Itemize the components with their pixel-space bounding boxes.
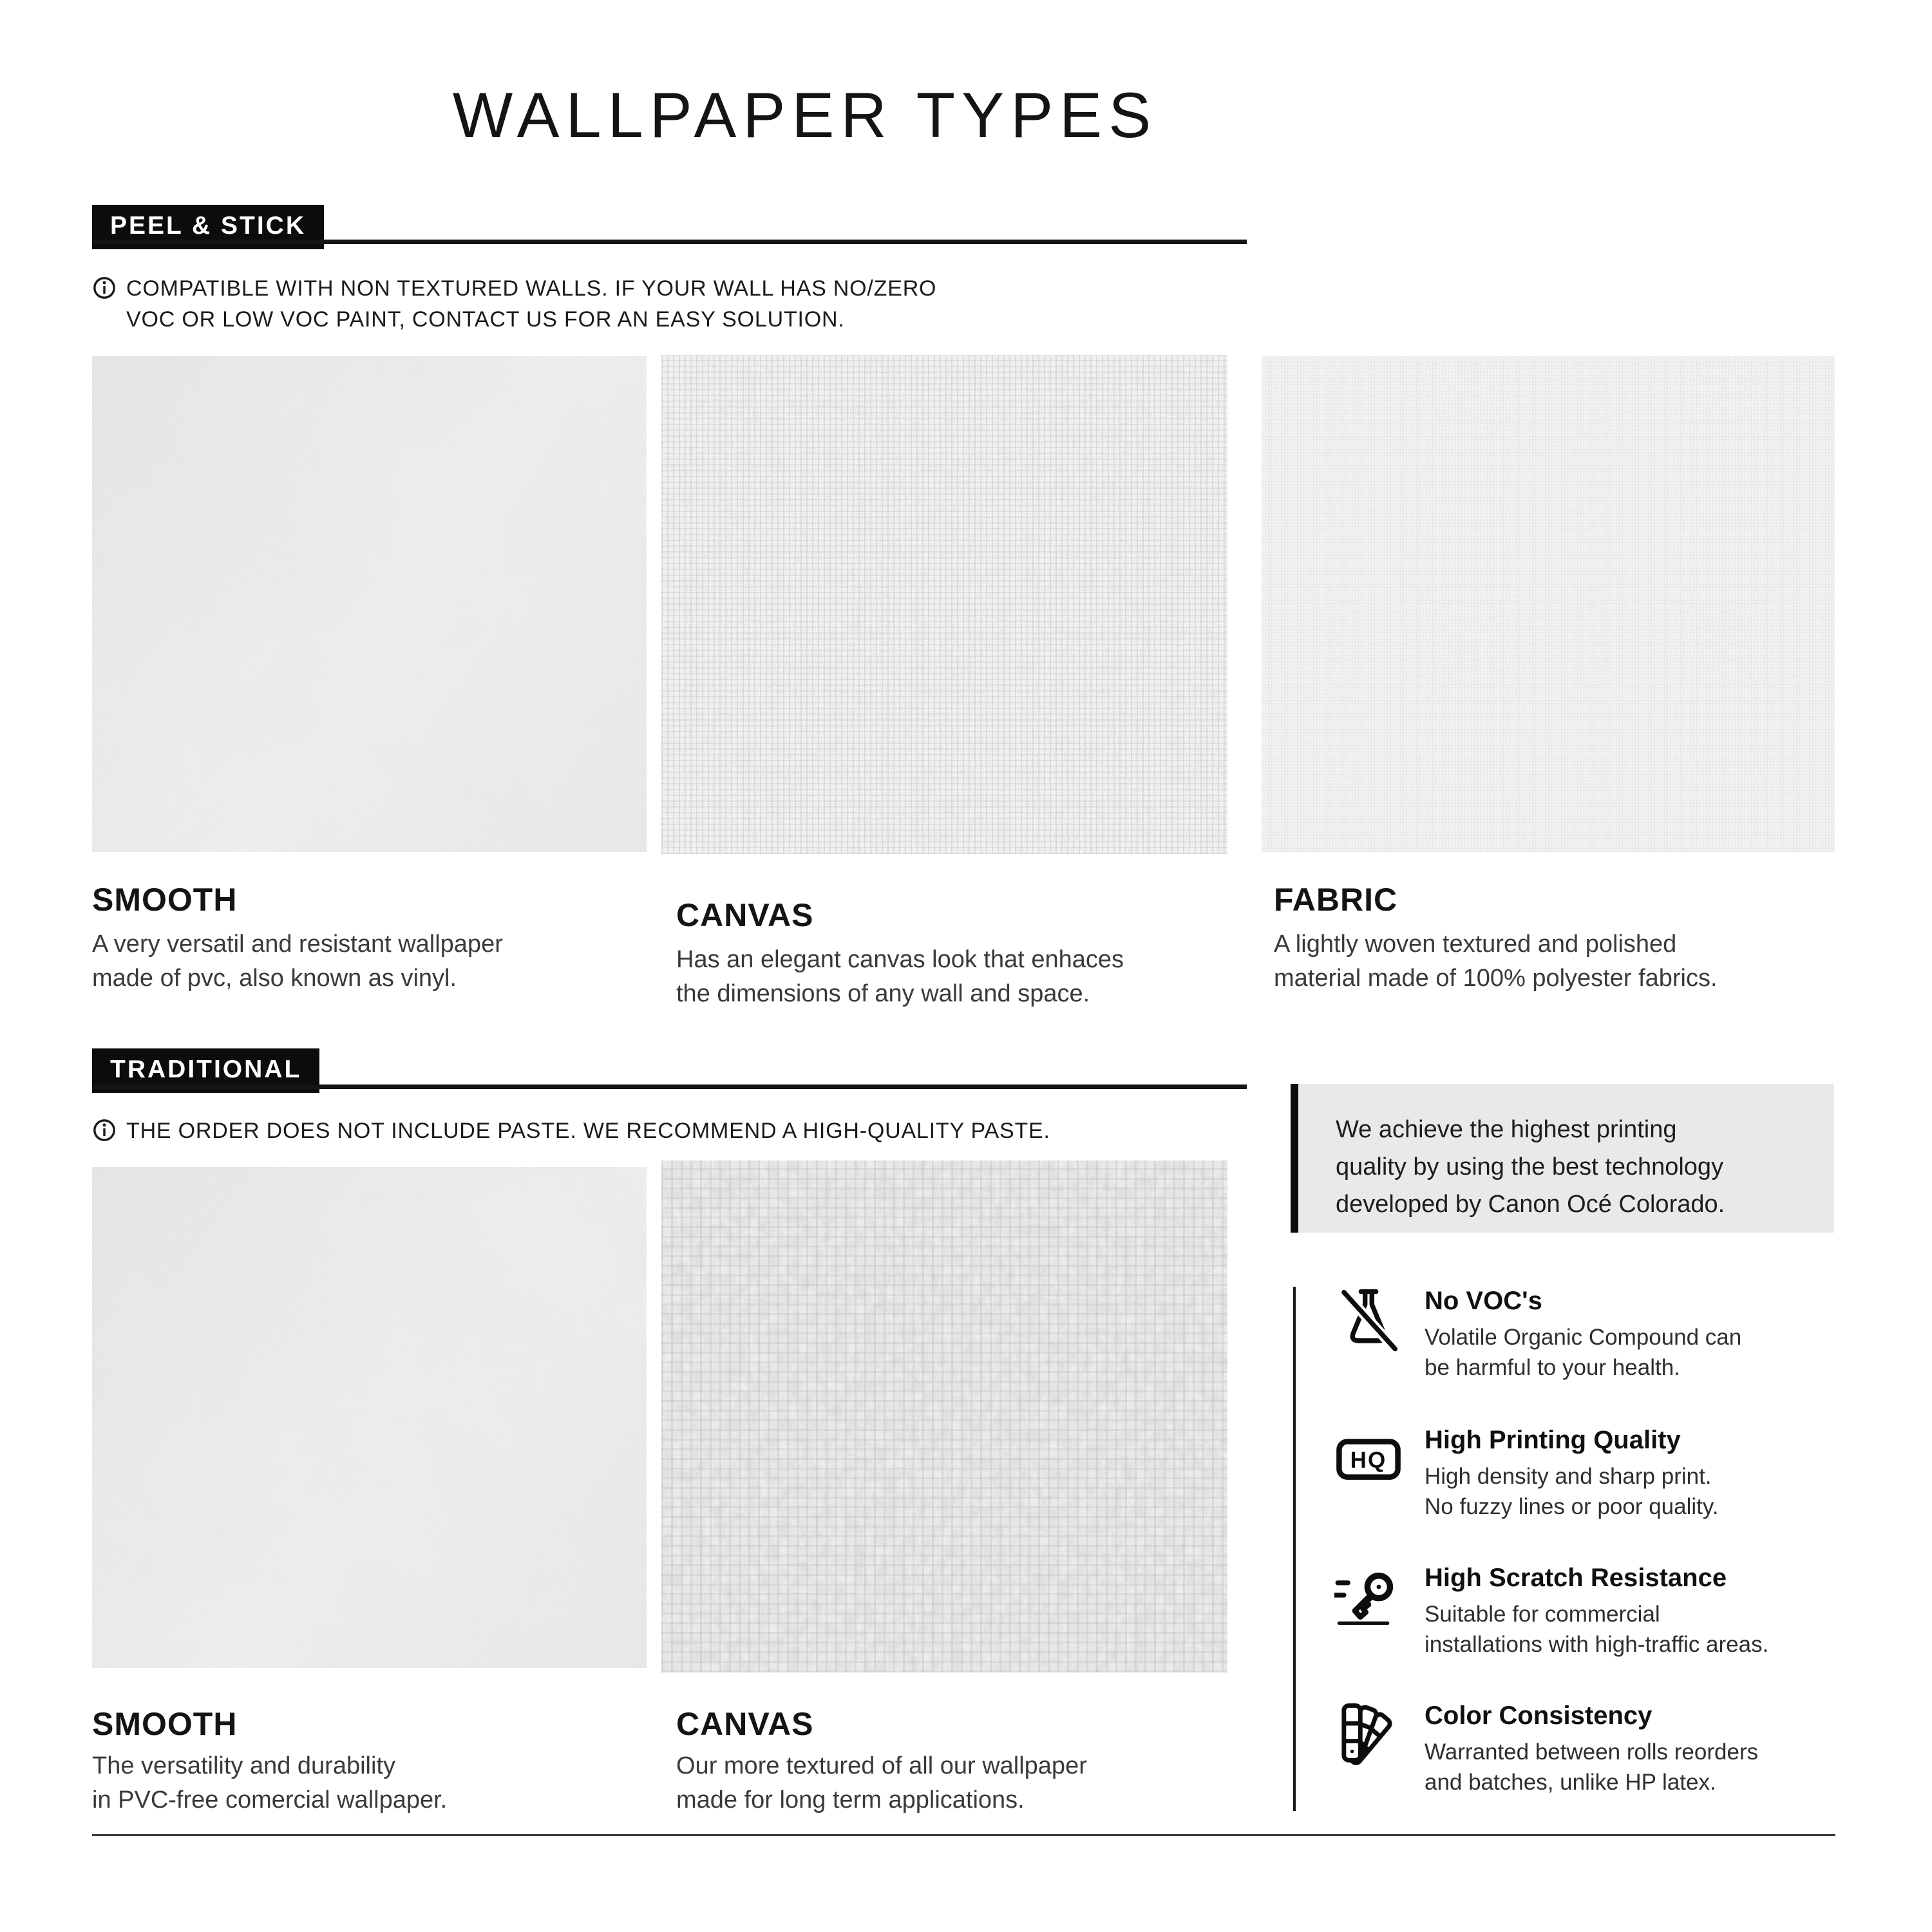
- quality-statement-line: We achieve the highest printing: [1336, 1116, 1677, 1143]
- feature-desc-line: and batches, unlike HP latex.: [1425, 1770, 1716, 1795]
- type-desc-line: A very versatil and resistant wallpaper: [92, 931, 503, 958]
- color-fan-icon: [1334, 1700, 1403, 1768]
- feature-high-scratch-resistance: [1334, 1562, 1875, 1660]
- features-rail: [1293, 1287, 1296, 1811]
- note-line: THE ORDER DOES NOT INCLUDE PASTE. WE RECOMMEND A HIGH-QUALITY PASTE.: [126, 1119, 1050, 1143]
- feature-desc-line: Warranted between rolls reorders: [1425, 1739, 1759, 1765]
- coarse-canvas-texture-noise: [661, 1160, 1227, 1672]
- swatch-peel-smooth: [92, 356, 647, 852]
- swatch-traditional-canvas: [661, 1160, 1227, 1672]
- feature-color-consistency: [1334, 1700, 1875, 1797]
- bottom-rule: [92, 1834, 1835, 1836]
- smooth-texture-noise: [92, 356, 647, 852]
- feature-title: High Printing Quality: [1425, 1426, 1681, 1454]
- swatch-traditional-smooth: [92, 1167, 647, 1668]
- note-line: VOC OR LOW VOC PAINT, CONTACT US FOR AN EASY SOLUTION.: [126, 307, 845, 332]
- type-desc-line: Our more textured of all our wallpaper: [676, 1752, 1087, 1779]
- info-icon: [92, 276, 117, 300]
- svg-text:HQ: HQ: [1350, 1447, 1387, 1473]
- type-desc: [676, 943, 1124, 1011]
- scratch-key-icon: [1334, 1562, 1403, 1631]
- feature-title: No VOC's: [1425, 1287, 1542, 1315]
- no-voc-flask-icon: [1334, 1285, 1403, 1354]
- feature-desc-line: installations with high-traffic areas.: [1425, 1632, 1769, 1657]
- type-desc-line: the dimensions of any wall and space.: [676, 980, 1090, 1007]
- feature-high-printing-quality: [1334, 1425, 1875, 1522]
- quality-panel: [1298, 1084, 1834, 1233]
- type-desc-line: in PVC-free comercial wallpaper.: [92, 1786, 448, 1814]
- swatch-peel-canvas: [661, 355, 1227, 854]
- peel-stick-divider: [92, 240, 1247, 244]
- traditional-divider: [92, 1084, 1247, 1089]
- canvas-texture-noise: [661, 355, 1227, 854]
- type-name: SMOOTH: [92, 882, 238, 918]
- type-name: CANVAS: [676, 897, 814, 933]
- type-desc-line: Has an elegant canvas look that enhaces: [676, 946, 1124, 973]
- peel-stick-label: PEEL & STICK: [92, 205, 324, 249]
- type-desc: [92, 1749, 447, 1817]
- feature-desc-line: Suitable for commercial: [1425, 1602, 1660, 1627]
- type-name: CANVAS: [676, 1706, 814, 1742]
- page-title: WALLPAPER TYPES: [452, 79, 1158, 151]
- traditional-label: TRADITIONAL: [92, 1048, 319, 1093]
- type-desc-line: made of pvc, also known as vinyl.: [92, 965, 457, 992]
- type-name: FABRIC: [1274, 882, 1398, 918]
- quality-statement-line: developed by Canon Océ Colorado.: [1336, 1191, 1725, 1218]
- info-icon: [92, 1118, 117, 1142]
- type-desc-line: material made of 100% polyester fabrics.: [1274, 965, 1718, 992]
- feature-desc-line: Volatile Organic Compound can: [1425, 1325, 1742, 1350]
- note-line: COMPATIBLE WITH NON TEXTURED WALLS. IF YOUR WALL HAS NO/ZERO: [126, 276, 937, 301]
- hq-badge-icon: [1334, 1425, 1403, 1493]
- type-name: SMOOTH: [92, 1706, 238, 1742]
- type-desc: [1274, 927, 1718, 996]
- smooth-texture-noise: [92, 1167, 647, 1668]
- quality-panel-accent-bar: [1291, 1084, 1298, 1233]
- feature-title: Color Consistency: [1425, 1701, 1653, 1730]
- swatch-peel-fabric: [1262, 356, 1835, 852]
- type-desc: [676, 1749, 1087, 1817]
- feature-no-voc: [1334, 1285, 1875, 1383]
- feature-title: High Scratch Resistance: [1425, 1564, 1727, 1592]
- type-desc-line: The versatility and durability: [92, 1752, 395, 1779]
- type-desc-line: made for long term applications.: [676, 1786, 1025, 1814]
- feature-desc-line: High density and sharp print.: [1425, 1464, 1712, 1489]
- type-desc-line: A lightly woven textured and polished: [1274, 931, 1677, 958]
- feature-desc-line: be harmful to your health.: [1425, 1355, 1680, 1380]
- traditional-note: [92, 1115, 1050, 1146]
- peel-stick-note: [92, 273, 936, 335]
- fabric-texture-noise: [1262, 356, 1835, 852]
- quality-statement-line: quality by using the best technology: [1336, 1153, 1724, 1180]
- type-desc: [92, 927, 503, 996]
- feature-desc-line: No fuzzy lines or poor quality.: [1425, 1494, 1719, 1519]
